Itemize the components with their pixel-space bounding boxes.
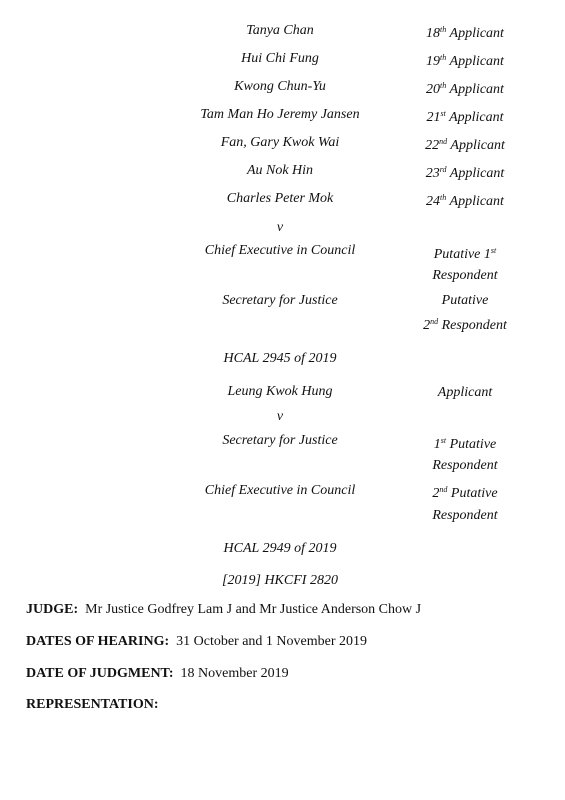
judge-line: JUDGE: Mr Justice Godfrey Lam J and Mr Justice Anderson Chow J — [26, 602, 422, 617]
respondent-1-role-line1: Putative 1st — [433, 246, 497, 262]
judgment-date-line: DATE OF JUDGMENT: 18 November 2019 — [26, 666, 289, 681]
case2-respondent-2-role-line2: Respondent — [432, 508, 498, 523]
applicant-name: Tanya Chan — [246, 23, 314, 38]
applicant-name: Hui Chi Fung — [241, 51, 319, 66]
applicant-role: 23rd Applicant — [425, 165, 505, 181]
representation-heading: REPRESENTATION: — [26, 697, 159, 712]
applicant-role: 21st Applicant — [426, 109, 504, 125]
applicant-role: 19th Applicant — [426, 53, 504, 69]
case2-applicant-role: Applicant — [437, 385, 493, 400]
case2-respondent-1-name: Secretary for Justice — [222, 433, 338, 448]
applicant-role: 22nd Applicant — [425, 137, 505, 153]
hearing-dates-line: DATES OF HEARING: 31 October and 1 November 2019 — [26, 634, 368, 649]
applicant-role: 18th Applicant — [426, 25, 504, 41]
case2-applicant-name: Leung Kwok Hung — [227, 384, 333, 399]
case2-respondent-2-role-line1: 2nd Putative — [432, 485, 498, 501]
case-number-1: HCAL 2945 of 2019 — [223, 351, 337, 366]
neutral-citation: [2019] HKCFI 2820 — [222, 573, 338, 588]
case2-respondent-1-role-line1: 1st Putative — [433, 436, 497, 452]
respondent-2-name: Secretary for Justice — [222, 293, 338, 308]
case2-respondent-2-name: Chief Executive in Council — [204, 483, 356, 498]
applicant-name: Charles Peter Mok — [226, 191, 334, 206]
applicant-name: Au Nok Hin — [246, 163, 314, 178]
versus-1: v — [276, 220, 284, 235]
applicant-name: Kwong Chun-Yu — [234, 79, 326, 94]
case2-respondent-1-role-line2: Respondent — [432, 458, 498, 473]
applicant-name: Tam Man Ho Jeremy Jansen — [200, 107, 360, 122]
respondent-2-role-line2: 2nd Respondent — [423, 317, 507, 333]
applicant-name: Fan, Gary Kwok Wai — [220, 135, 340, 150]
respondent-2-role-line1: Putative — [441, 293, 489, 308]
case-number-2: HCAL 2949 of 2019 — [223, 541, 337, 556]
respondent-1-name: Chief Executive in Council — [204, 243, 356, 258]
applicant-role: 20th Applicant — [426, 81, 504, 97]
applicant-role: 24th Applicant — [426, 193, 504, 209]
versus-2: v — [276, 409, 284, 424]
respondent-1-role-line2: Respondent — [432, 268, 498, 283]
